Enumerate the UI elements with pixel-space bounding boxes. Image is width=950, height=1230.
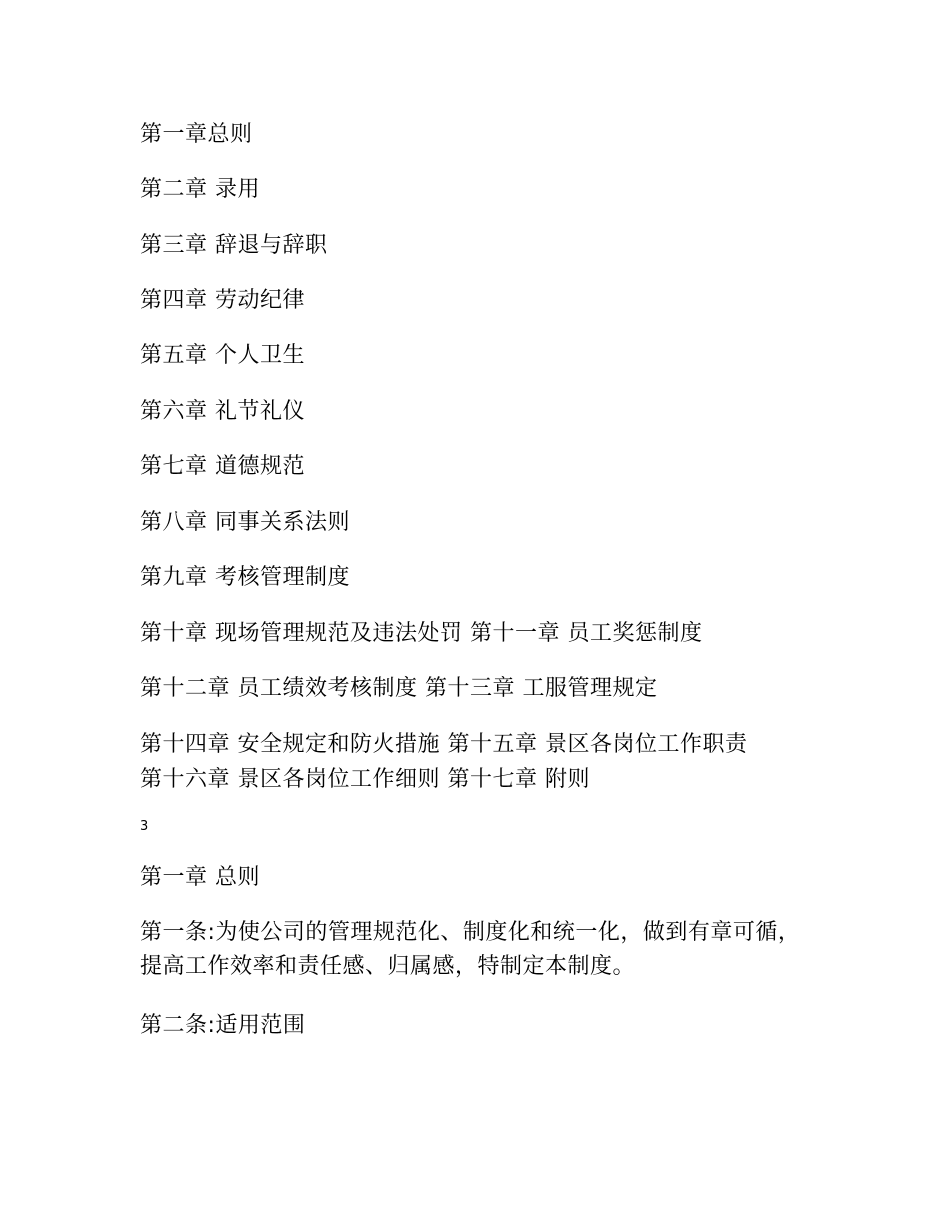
toc-item-chapter-5: 第五章 个人卫生 xyxy=(140,343,305,368)
toc-item-chapter-14-15: 第十四章 安全规定和防火措施 第十五章 景区各岗位工作职责 xyxy=(140,732,748,757)
toc-item-chapter-7: 第七章 道德规范 xyxy=(140,454,305,479)
toc-item-chapter-2: 第二章 录用 xyxy=(140,177,260,202)
toc-item-chapter-16-17: 第十六章 景区各岗位工作细则 第十七章 附则 xyxy=(140,767,590,792)
toc-item-chapter-4: 第四章 劳动纪律 xyxy=(140,288,305,313)
article-2: 第二条:适用范围 xyxy=(140,1013,306,1038)
article-1: 第一条:为使公司的管理规范化、制度化和统一化，做到有章可循，提高工作效率和责任感、归属感，特制定本制度。 xyxy=(140,920,801,979)
chapter-heading: 第一章 总则 xyxy=(140,865,260,890)
page-number: 3 xyxy=(140,819,149,834)
toc-item-chapter-8: 第八章 同事关系法则 xyxy=(140,510,350,535)
toc-item-chapter-12-13: 第十二章 员工绩效考核制度 第十三章 工服管理规定 xyxy=(140,676,658,701)
toc-item-chapter-9: 第九章 考核管理制度 xyxy=(140,565,350,590)
toc-item-chapter-3: 第三章 辞退与辞职 xyxy=(140,233,328,258)
toc-item-chapter-1: 第一章总则 xyxy=(140,122,253,147)
toc-item-chapter-10-11: 第十章 现场管理规范及违法处罚 第十一章 员工奖惩制度 xyxy=(140,621,703,646)
toc-item-chapter-6: 第六章 礼节礼仪 xyxy=(140,399,305,424)
